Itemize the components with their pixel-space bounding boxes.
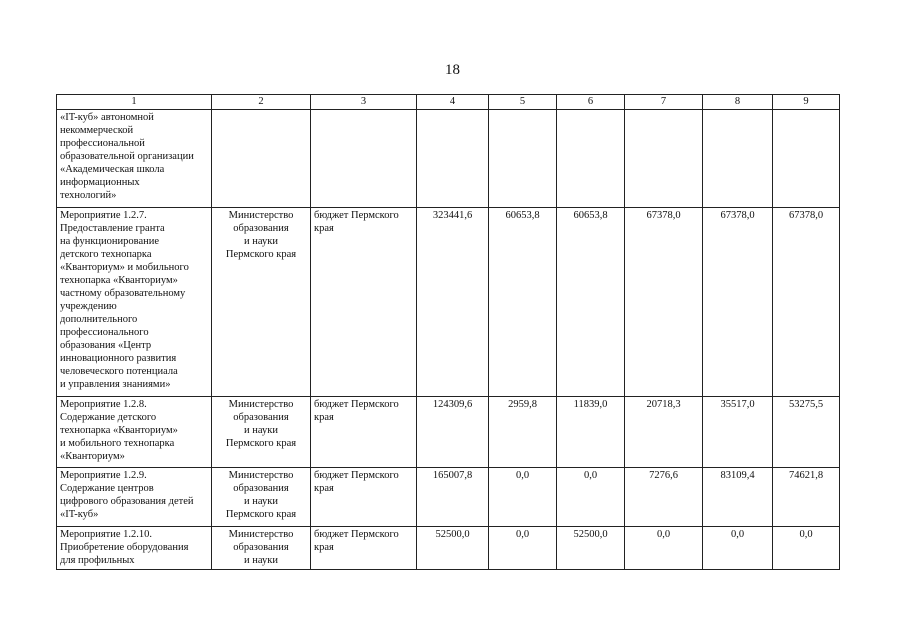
amount-cell: 53275,5 bbox=[773, 397, 840, 468]
amount-cell bbox=[703, 110, 773, 208]
column-number-cell: 4 bbox=[417, 95, 489, 110]
column-number-cell: 5 bbox=[489, 95, 557, 110]
activity-description-cell: «IT-куб» автономной некоммерческой профессиональной образовательной организации «Академическая школа информационных технологий» bbox=[57, 110, 212, 208]
page-number: 18 bbox=[445, 62, 460, 78]
amount-cell: 323441,6 bbox=[417, 208, 489, 397]
amount-cell: 0,0 bbox=[489, 527, 557, 570]
amount-cell: 20718,3 bbox=[625, 397, 703, 468]
amount-cell: 2959,8 bbox=[489, 397, 557, 468]
funding-source-cell: бюджет Пермского края bbox=[311, 208, 417, 397]
amount-cell: 83109,4 bbox=[703, 468, 773, 527]
amount-cell: 67378,0 bbox=[773, 208, 840, 397]
funding-source-cell bbox=[311, 110, 417, 208]
amount-cell: 165007,8 bbox=[417, 468, 489, 527]
amount-cell: 0,0 bbox=[773, 527, 840, 570]
activity-description-cell: Мероприятие 1.2.10. Приобретение оборудования для профильных bbox=[57, 527, 212, 570]
amount-cell: 52500,0 bbox=[417, 527, 489, 570]
amount-cell: 67378,0 bbox=[625, 208, 703, 397]
table-row bbox=[57, 468, 840, 527]
column-number-cell: 7 bbox=[625, 95, 703, 110]
activity-description-cell: Мероприятие 1.2.9. Содержание центров цифрового образования детей «IT-куб» bbox=[57, 468, 212, 527]
responsible-executor-cell bbox=[212, 110, 311, 208]
responsible-executor-cell: Министерство образования и науки Пермского края bbox=[212, 208, 311, 397]
amount-cell: 124309,6 bbox=[417, 397, 489, 468]
activity-description-cell: Мероприятие 1.2.8. Содержание детского технопарка «Кванториум» и мобильного технопарка «Кванториум» bbox=[57, 397, 212, 468]
responsible-executor-cell: Министерство образования и науки Пермского края bbox=[212, 397, 311, 468]
funding-source-cell: бюджет Пермского края bbox=[311, 527, 417, 570]
table-row bbox=[57, 527, 840, 570]
program-table bbox=[56, 94, 840, 570]
amount-cell: 60653,8 bbox=[557, 208, 625, 397]
amount-cell: 35517,0 bbox=[703, 397, 773, 468]
amount-cell: 11839,0 bbox=[557, 397, 625, 468]
activity-description-cell: Мероприятие 1.2.7. Предоставление гранта на функционирование детского технопарка «Кванториум» и мобильного технопарка «Кванториум» частному образовательному учреждению дополнительного профессионального образования «Центр инновационного развития человеческого потенциала и управления знаниями» bbox=[57, 208, 212, 397]
amount-cell: 0,0 bbox=[557, 468, 625, 527]
column-number-cell: 1 bbox=[57, 95, 212, 110]
amount-cell bbox=[489, 110, 557, 208]
amount-cell: 0,0 bbox=[703, 527, 773, 570]
amount-cell bbox=[625, 110, 703, 208]
responsible-executor-cell: Министерство образования и науки bbox=[212, 527, 311, 570]
amount-cell: 52500,0 bbox=[557, 527, 625, 570]
column-number-cell: 9 bbox=[773, 95, 840, 110]
funding-source-cell: бюджет Пермского края bbox=[311, 468, 417, 527]
amount-cell: 74621,8 bbox=[773, 468, 840, 527]
amount-cell: 67378,0 bbox=[703, 208, 773, 397]
funding-source-cell: бюджет Пермского края bbox=[311, 397, 417, 468]
responsible-executor-cell: Министерство образования и науки Пермского края bbox=[212, 468, 311, 527]
amount-cell: 7276,6 bbox=[625, 468, 703, 527]
column-number-cell: 8 bbox=[703, 95, 773, 110]
amount-cell: 0,0 bbox=[489, 468, 557, 527]
table-row bbox=[57, 208, 840, 397]
amount-cell: 60653,8 bbox=[489, 208, 557, 397]
amount-cell bbox=[417, 110, 489, 208]
column-number-cell: 2 bbox=[212, 95, 311, 110]
column-number-cell: 3 bbox=[311, 95, 417, 110]
column-number-row bbox=[57, 95, 840, 110]
table-row bbox=[57, 397, 840, 468]
column-number-cell: 6 bbox=[557, 95, 625, 110]
amount-cell: 0,0 bbox=[625, 527, 703, 570]
amount-cell bbox=[773, 110, 840, 208]
amount-cell bbox=[557, 110, 625, 208]
table-row bbox=[57, 110, 840, 208]
